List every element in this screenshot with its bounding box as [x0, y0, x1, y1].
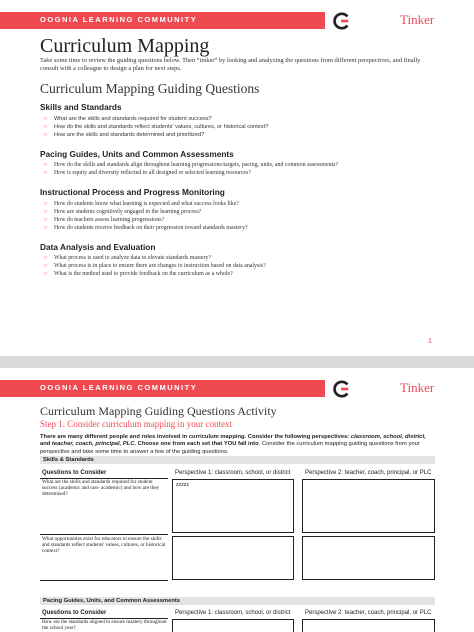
- bullet-icon: ○: [44, 132, 48, 138]
- bullet-icon: ○: [44, 255, 48, 261]
- bullet-icon: ○: [44, 217, 48, 223]
- list-item: ○ What are the skills and standards required for student success?: [44, 116, 212, 122]
- brand-logo-icon: [333, 12, 351, 30]
- answer-box[interactable]: [302, 536, 435, 580]
- column-header: Perspective 2: teacher, coach, principal, or PLC: [305, 470, 432, 476]
- answer-box[interactable]: [302, 479, 435, 533]
- column-header: Questions to Consider: [42, 610, 107, 616]
- column-header: Questions to Consider: [42, 470, 107, 476]
- brand-logo-icon: [333, 380, 351, 398]
- table-cell-question: What opportunities exist for educators to ensure the skills and standards reflect students' values, cultures, or historical context?: [42, 536, 166, 555]
- intro-text: Take some time to review the guiding questions below. Then “tinker” by looking and analyzing the questions from different perspectives, and finally consult with a colleague to design a plan for next steps.: [40, 57, 421, 72]
- banner: [0, 12, 325, 29]
- bullet-icon: ○: [44, 209, 48, 215]
- bullet-icon: ○: [44, 124, 48, 130]
- bullet-icon: ○: [44, 162, 48, 168]
- table-section-header: Skills & Standards: [40, 456, 435, 464]
- intro-text: There are many different people and roles involved in curriculum mapping. Consider the following perspectives: classroom, school, district, and teacher, coach, principal, PLC. Choose one from each set that YOU fall into. Consider the curriculum mapping guiding questions from your perspective and take some time to answer a few of the guiding questions.: [40, 434, 426, 455]
- answer-box[interactable]: [302, 619, 435, 632]
- column-header: Perspective 1: classroom, school, or district: [175, 610, 291, 616]
- bullet-icon: ○: [44, 201, 48, 207]
- list-item: ○ How are the skills and standards determined and prioritized?: [44, 132, 205, 138]
- column-header: Perspective 2: teacher, coach, principal, or PLC: [305, 610, 432, 616]
- table-section-header: Pacing Guides, Units, and Common Assessments: [40, 597, 435, 605]
- list-item: ○ How do students know what learning is expected and what success looks like?: [44, 201, 239, 207]
- brand-name: Tinker: [400, 12, 435, 27]
- step-heading: Step 1. Consider curriculum mapping in your context: [40, 419, 232, 429]
- list-item: ○ How do the skills and standards reflect students' values, cultures, or historical context?: [44, 124, 269, 130]
- list-item: ○ What process is used to analyze data to elevate standards mastery?: [44, 255, 212, 261]
- table-cell-question: What are the skills and standards required for student success (academic and non- academic) and how are they determined?: [42, 479, 160, 498]
- answer-box[interactable]: [172, 619, 294, 632]
- divider: [40, 580, 168, 581]
- list-item: ○ How are students cognitively engaged in the learning process?: [44, 209, 202, 215]
- table-cell-question: How are the standards aligned to ensure mastery throughout the school year?: [42, 619, 167, 632]
- list-item: ○ How is equity and diversity reflected in all designed or selected learning resources?: [44, 170, 251, 176]
- banner: [0, 380, 325, 397]
- brand-name: Tinker: [400, 380, 435, 395]
- column-header: Perspective 1: classroom, school, or district: [175, 470, 291, 476]
- list-item: ○ What process is in place to ensure there are changes to instruction based on data analysis?: [44, 263, 266, 269]
- section-title: Instructional Process and Progress Monitoring: [40, 187, 225, 197]
- page-number: 1: [428, 338, 432, 345]
- bullet-icon: ○: [44, 263, 48, 269]
- list-item: ○ How do the skills and standards align throughout learning progressions/targets, pacing, units, and common assessments?: [44, 162, 339, 168]
- banner-text: OOGNIA LEARNING COMMUNITY: [40, 15, 198, 24]
- banner-text: OOGNIA LEARNING COMMUNITY: [40, 383, 198, 392]
- section-title: Pacing Guides, Units and Common Assessments: [40, 149, 234, 159]
- answer-text: zzzzz: [176, 482, 189, 488]
- page-title: Curriculum Mapping Guiding Questions Activity: [40, 404, 277, 418]
- list-item: ○ How do teachers assess learning progressions?: [44, 217, 165, 223]
- list-item: ○ What is the method used to provide feedback on the curriculum as a whole?: [44, 271, 233, 277]
- bullet-icon: ○: [44, 116, 48, 122]
- bullet-icon: ○: [44, 225, 48, 231]
- list-item: ○ How do students receive feedback on their progression toward standards mastery?: [44, 225, 248, 231]
- answer-box[interactable]: [172, 536, 294, 580]
- bullet-icon: ○: [44, 271, 48, 277]
- page-title: Curriculum Mapping: [40, 35, 210, 57]
- bullet-icon: ○: [44, 170, 48, 176]
- section-heading: Curriculum Mapping Guiding Questions: [40, 81, 260, 96]
- document-page-2: [0, 368, 474, 632]
- answer-box[interactable]: [172, 479, 294, 533]
- section-title: Skills and Standards: [40, 102, 122, 112]
- divider: [40, 534, 168, 535]
- section-title: Data Analysis and Evaluation: [40, 242, 156, 252]
